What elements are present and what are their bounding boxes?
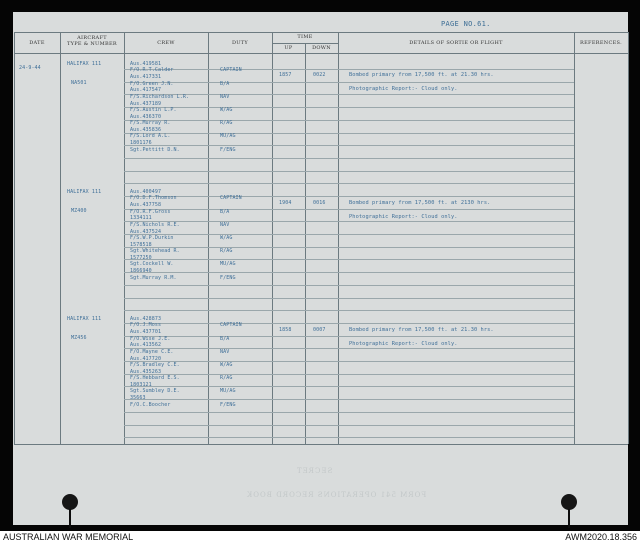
row-rule — [124, 298, 574, 299]
crew-duty: NAV — [220, 93, 230, 100]
crew-name: Sgt.Cockell W. — [130, 261, 174, 268]
crew-service-number: Aus.417547 — [130, 87, 162, 94]
row-rule — [124, 247, 574, 248]
header-time: TIME — [297, 34, 313, 40]
aircraft-type: HALIFAX 111 — [67, 189, 102, 195]
crew-service-number: Aus.417720 — [130, 355, 162, 362]
table-bottom-rule — [14, 444, 628, 445]
row-rule — [124, 336, 574, 337]
row-rule — [124, 386, 574, 387]
column-divider — [60, 32, 61, 444]
footer-institution: AUSTRALIAN WAR MEMORIAL — [3, 532, 134, 542]
crew-duty: MU/AG — [220, 388, 236, 395]
binder-peg-right — [568, 509, 570, 528]
sortie-detail: Photographic Report:- Cloud only. — [349, 213, 458, 220]
binder-hole-left — [62, 494, 78, 510]
header-down: DOWN — [312, 45, 331, 51]
crew-service-number: Aus.437701 — [130, 329, 162, 336]
time-split-rule — [272, 43, 338, 44]
row-rule — [124, 323, 574, 324]
crew-duty: MU/AG — [220, 261, 236, 268]
row-rule — [124, 412, 574, 413]
crew-service-number: Aus.428873 — [130, 316, 162, 322]
crew-service-number: Aus.437524 — [130, 228, 162, 235]
crew-name: F/S.Austin L.P. — [130, 107, 177, 113]
crew-name: F/S.Hebbard E.S. — [130, 375, 180, 382]
crew-duty: F/ENG — [220, 401, 236, 408]
crew-duty: W/AG — [220, 235, 233, 241]
header-details: DETAILS OF SORTIE OR FLIGHT — [409, 40, 503, 46]
column-divider — [574, 32, 575, 444]
row-rule — [124, 82, 574, 83]
mirror-text-1: SECRET — [296, 467, 333, 475]
row-rule — [124, 183, 574, 184]
header-references: REFERENCES. — [580, 40, 622, 46]
header-aircraft-line2: TYPE & NUMBER — [67, 41, 117, 47]
crew-name: F/O.R.T.Calder — [130, 67, 174, 74]
crew-service-number: 1578518 — [130, 241, 152, 248]
crew-name: F/O.Green J.N. — [130, 80, 174, 87]
crew-service-number: 35663 — [130, 395, 146, 402]
crew-service-number: 1803121 — [130, 382, 152, 388]
crew-duty: F/ENG — [220, 274, 236, 281]
row-rule — [124, 348, 574, 349]
row-rule — [124, 234, 574, 235]
column-divider — [628, 32, 629, 444]
crew-name: Sgt.Sumbley D.E. — [130, 388, 180, 395]
crew-duty: CAPTAIN — [220, 67, 242, 74]
header-bottom-rule — [14, 53, 628, 54]
crew-name: F/O.R.F.Gross — [130, 208, 171, 215]
crew-service-number: Aus.435836 — [130, 127, 162, 133]
crew-service-number: 1801176 — [130, 140, 152, 147]
sortie-detail: Bombed primary from 17,500 ft. at 21.30 hrs. — [349, 72, 494, 78]
crew-service-number: Aus.435263 — [130, 368, 162, 375]
crew-duty: F/ENG — [220, 146, 236, 153]
crew-duty: CAPTAIN — [220, 195, 242, 202]
crew-duty: B/A — [220, 335, 230, 342]
crew-name: F/S.Lord A.L. — [130, 133, 171, 140]
aircraft-number: MZ456 — [71, 335, 87, 341]
header-aircraft-line1: AIRCRAFT — [77, 35, 107, 41]
sortie-detail: Photographic Report:- Cloud only. — [349, 340, 458, 347]
column-divider — [14, 32, 15, 444]
page-number: PAGE NO.61. — [441, 20, 491, 28]
crew-duty: W/AG — [220, 107, 233, 113]
crew-name: F/S.W.P.Durkin — [130, 235, 174, 241]
crew-service-number: Aus.436370 — [130, 113, 162, 120]
header-duty: DUTY — [231, 40, 249, 46]
header-up: UP — [284, 45, 293, 51]
crew-service-number: Aus.413562 — [130, 342, 162, 349]
aircraft-number: MZ400 — [71, 208, 87, 214]
crew-name: F/O.D.F.Thomson — [130, 195, 177, 202]
row-rule — [124, 196, 574, 197]
crew-duty: R/AG — [220, 375, 233, 382]
row-rule — [124, 171, 574, 172]
row-rule — [124, 399, 574, 400]
record-sheet — [13, 12, 628, 525]
crew-duty: NAV — [220, 221, 230, 228]
header-crew: CREW — [157, 40, 175, 46]
crew-name: F/O.Mayne C.E. — [130, 348, 174, 355]
crew-duty: B/A — [220, 80, 230, 87]
crew-service-number: 1866940 — [130, 268, 152, 275]
crew-service-number: Aus.437189 — [130, 100, 162, 107]
footer-accession-number: AWM2020.18.356 — [565, 532, 637, 542]
crew-name: Sgt.Murray R.M. — [130, 274, 177, 281]
time-down: 0007 — [313, 327, 326, 333]
sortie-detail: Bombed primary from 17,500 ft. at 21.30 hrs. — [349, 327, 494, 333]
row-rule — [124, 437, 574, 438]
crew-duty: R/AG — [220, 248, 233, 255]
header-date: DATE — [29, 40, 45, 46]
binder-peg-left — [69, 509, 71, 528]
crew-duty: CAPTAIN — [220, 322, 242, 329]
time-down: 0022 — [313, 72, 326, 78]
sortie-detail: Bombed primary from 17,500 ft. at 2130 hrs. — [349, 200, 491, 206]
row-rule — [124, 259, 574, 260]
row-rule — [124, 361, 574, 362]
crew-service-number: Aus.419581 — [130, 61, 162, 67]
row-rule — [124, 209, 574, 210]
crew-duty: NAV — [220, 348, 230, 355]
crew-duty: B/A — [220, 208, 230, 215]
date-value: 24-9-44 — [19, 65, 41, 71]
header-top-rule — [14, 32, 628, 33]
time-up: 1858 — [279, 327, 292, 333]
crew-duty: R/AG — [220, 120, 233, 127]
crew-service-number: Aus.437758 — [130, 202, 162, 209]
crew-name: F/O.Wise J.E. — [130, 335, 171, 342]
row-rule — [124, 272, 574, 273]
aircraft-number: NA501 — [71, 80, 87, 86]
row-rule — [124, 310, 574, 311]
binder-hole-right — [561, 494, 577, 510]
row-rule — [124, 120, 574, 121]
crew-duty: W/AG — [220, 362, 233, 368]
crew-service-number: Aus.400497 — [130, 189, 162, 195]
row-rule — [124, 285, 574, 286]
row-rule — [124, 133, 574, 134]
crew-service-number: 1334111 — [130, 215, 152, 222]
aircraft-type: HALIFAX 111 — [67, 316, 102, 322]
row-rule — [124, 145, 574, 146]
row-rule — [124, 221, 574, 222]
row-rule — [124, 94, 574, 95]
column-divider — [305, 43, 306, 444]
crew-name: F/S.Nichols R.E. — [130, 221, 180, 228]
time-up: 1904 — [279, 200, 292, 206]
crew-name: F/S.Murray R. — [130, 120, 171, 127]
crew-name: F/O.J.Moss — [130, 322, 162, 329]
crew-service-number: 1577250 — [130, 255, 152, 261]
mirror-text-2: FORM 541 OPERATIONS RECORD BOOK — [246, 491, 427, 499]
crew-name: F/S.Richardson L.R. — [130, 93, 190, 100]
time-down: 0016 — [313, 200, 326, 206]
row-rule — [124, 374, 574, 375]
crew-duty: MU/AG — [220, 133, 236, 140]
footer — [0, 531, 640, 544]
sortie-detail: Photographic Report:- Cloud only. — [349, 85, 458, 92]
crew-name: Sgt.Whitehead R. — [130, 248, 180, 255]
row-rule — [124, 158, 574, 159]
crew-name: F/O.C.Boocher — [130, 401, 171, 408]
crew-service-number: Aus.417331 — [130, 74, 162, 81]
row-rule — [124, 69, 574, 70]
crew-name: Sgt.Pettitt D.N. — [130, 146, 180, 153]
header-aircraft — [60, 35, 124, 47]
crew-name: F/S.Bradley C.E. — [130, 362, 180, 368]
time-up: 1857 — [279, 72, 292, 78]
row-rule — [124, 107, 574, 108]
aircraft-type: HALIFAX 111 — [67, 61, 102, 67]
row-rule — [124, 425, 574, 426]
